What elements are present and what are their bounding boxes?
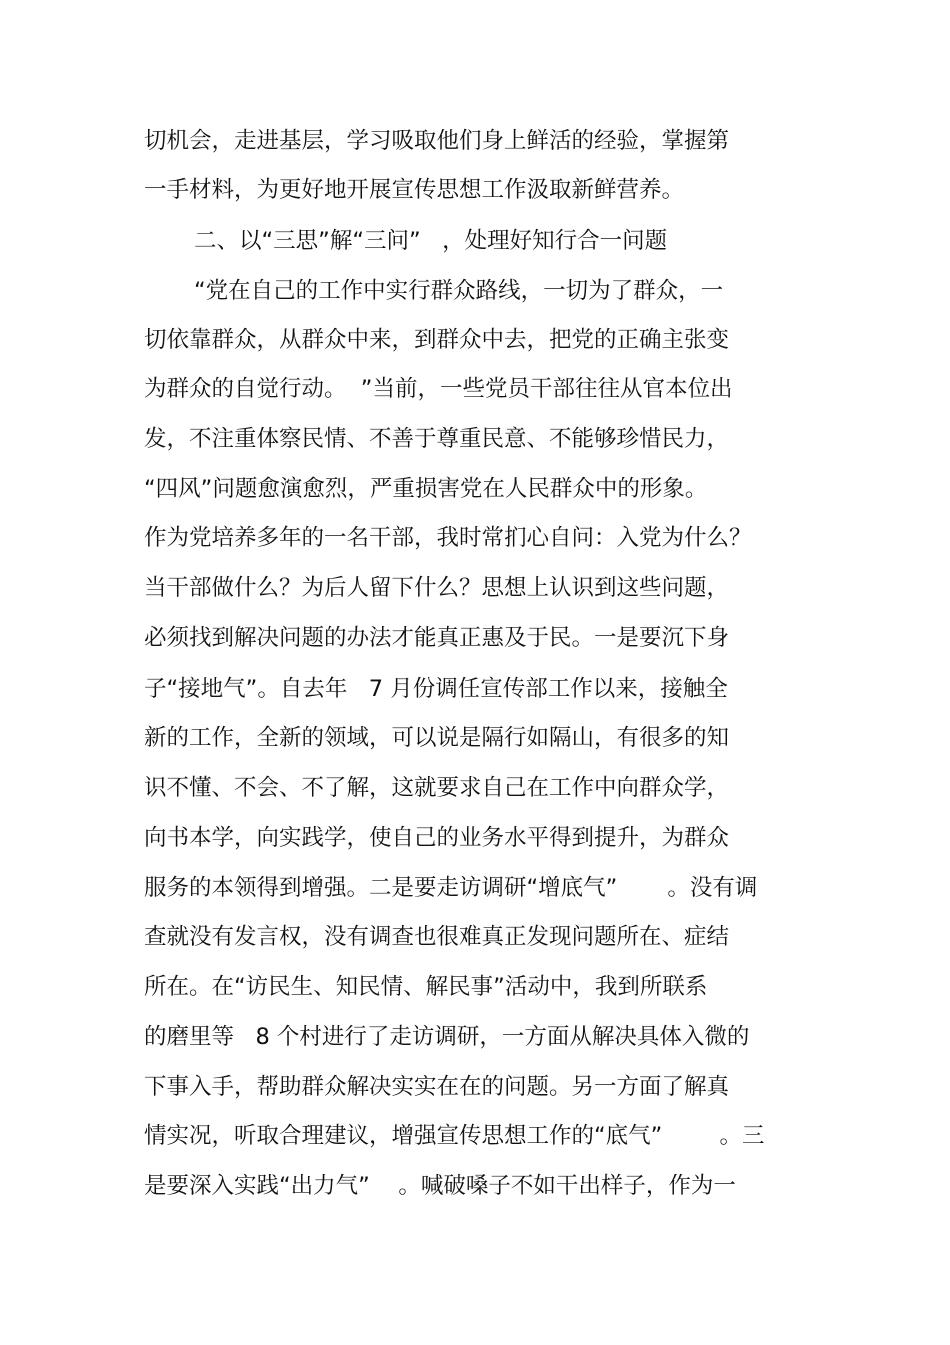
body-text-line: 向书本学，向实践学，使自己的业务水平得到提升，为群众 xyxy=(144,825,730,851)
body-text-line: 切机会，走进基层，学习吸取他们身上鲜活的经验，掌握第 xyxy=(144,128,730,154)
body-text-line: 一手材料，为更好地开展宣传思想工作汲取新鲜营养。 xyxy=(144,177,685,203)
body-text-line: 下事入手，帮助群众解决实实在在的问题。另一方面了解真 xyxy=(144,1074,730,1100)
body-text-line: 子“接地气”。自去年 7 月份调任宣传部工作以来，接触全 xyxy=(144,676,728,702)
body-text-line: “四风”问题愈演愈烈，严重损害党在人民群众中的形象。 xyxy=(144,476,708,502)
body-text-line: 必须找到解决问题的办法才能真正惠及于民。一是要沉下身 xyxy=(144,625,730,651)
body-text-line: 当干部做什么？为后人留下什么？思想上认识到这些问题， xyxy=(144,575,730,601)
body-text-line: 识不懂、不会、不了解，这就要求自己在工作中向群众学， xyxy=(144,775,730,801)
body-text-line: 切依靠群众，从群众中来，到群众中去，把党的正确主张变 xyxy=(144,327,730,353)
body-text-line: 查就没有发言权，没有调查也很难真正发现问题所在、症结 xyxy=(144,924,730,950)
body-text-line: “党在自己的工作中实行群众路线，一切为了群众，一 xyxy=(194,278,724,304)
body-text-line: 是要深入实践“出力气” 。喊破嗓子不如干出样子，作为一 xyxy=(144,1173,736,1199)
body-text-line: 新的工作，全新的领域，可以说是隔行如隔山，有很多的知 xyxy=(144,725,730,751)
body-text-line: 的磨里等 8 个村进行了走访调研，一方面从解决具体入微的 xyxy=(144,1024,750,1050)
body-text-line: 发，不注重体察民情、不善于尊重民意、不能够珍惜民力， xyxy=(144,426,730,452)
body-text-line: 所在。在“访民生、知民情、解民事”活动中，我到所联系 xyxy=(144,974,708,1000)
body-text-line: 为群众的自觉行动。 ”当前，一些党员干部往往从官本位出 xyxy=(144,376,733,402)
section-heading: 二、以“三思”解“三问” ，处理好知行合一问题 xyxy=(194,228,668,254)
body-text-line: 情实况，听取合理建议，增强宣传思想工作的“底气” 。三 xyxy=(144,1123,765,1149)
body-text-line: 服务的本领得到增强。二是要走访调研“增底气” 。没有调 xyxy=(144,875,758,901)
body-text-line: 作为党培养多年的一名干部，我时常扪心自问：入党为什么？ xyxy=(144,525,752,551)
